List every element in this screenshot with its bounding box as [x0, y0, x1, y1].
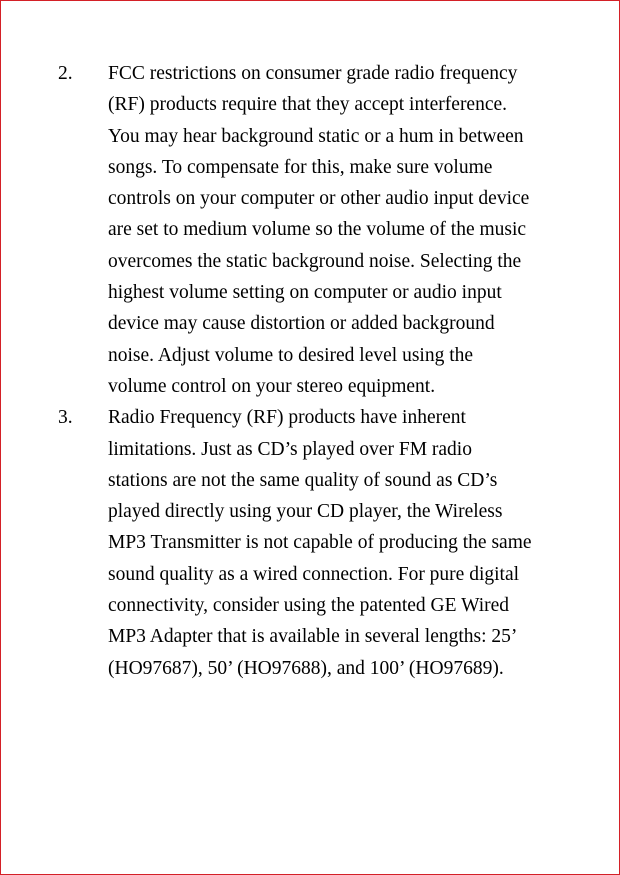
list-item-number: 2.	[58, 63, 73, 84]
list-item-text: FCC restrictions on consumer grade radio frequency (RF) products require that they accept interference. You may hear background static or a hum in between songs. To compensate for this, make sure volume controls on your computer or other audio input device are set to medium volume so the volume of the music overcomes the static background noise. Selecting the highest volume setting on computer or audio input device may cause distortion or added background noise. Adjust volume to desired level using the volume control on your stereo equipment.	[108, 63, 530, 397]
list-item	[58, 402, 568, 684]
list-item-number: 3.	[58, 407, 73, 429]
list-item	[58, 58, 568, 402]
list-item-text: Radio Frequency (RF) products have inherent limitations. Just as CD’s played over FM radio stations are not the same quality of sound as CD’s played directly using your CD player, the Wireless MP3 Transmitter is not capable of producing the same sound quality as a wired connection. For pure digital connectivity, consider using the patented GE Wired MP3 Adapter that is available in several lengths: 25’ (HO97687), 50’ (HO97688), and 100’ (HO97689).	[108, 407, 532, 679]
numbered-list	[58, 58, 568, 684]
